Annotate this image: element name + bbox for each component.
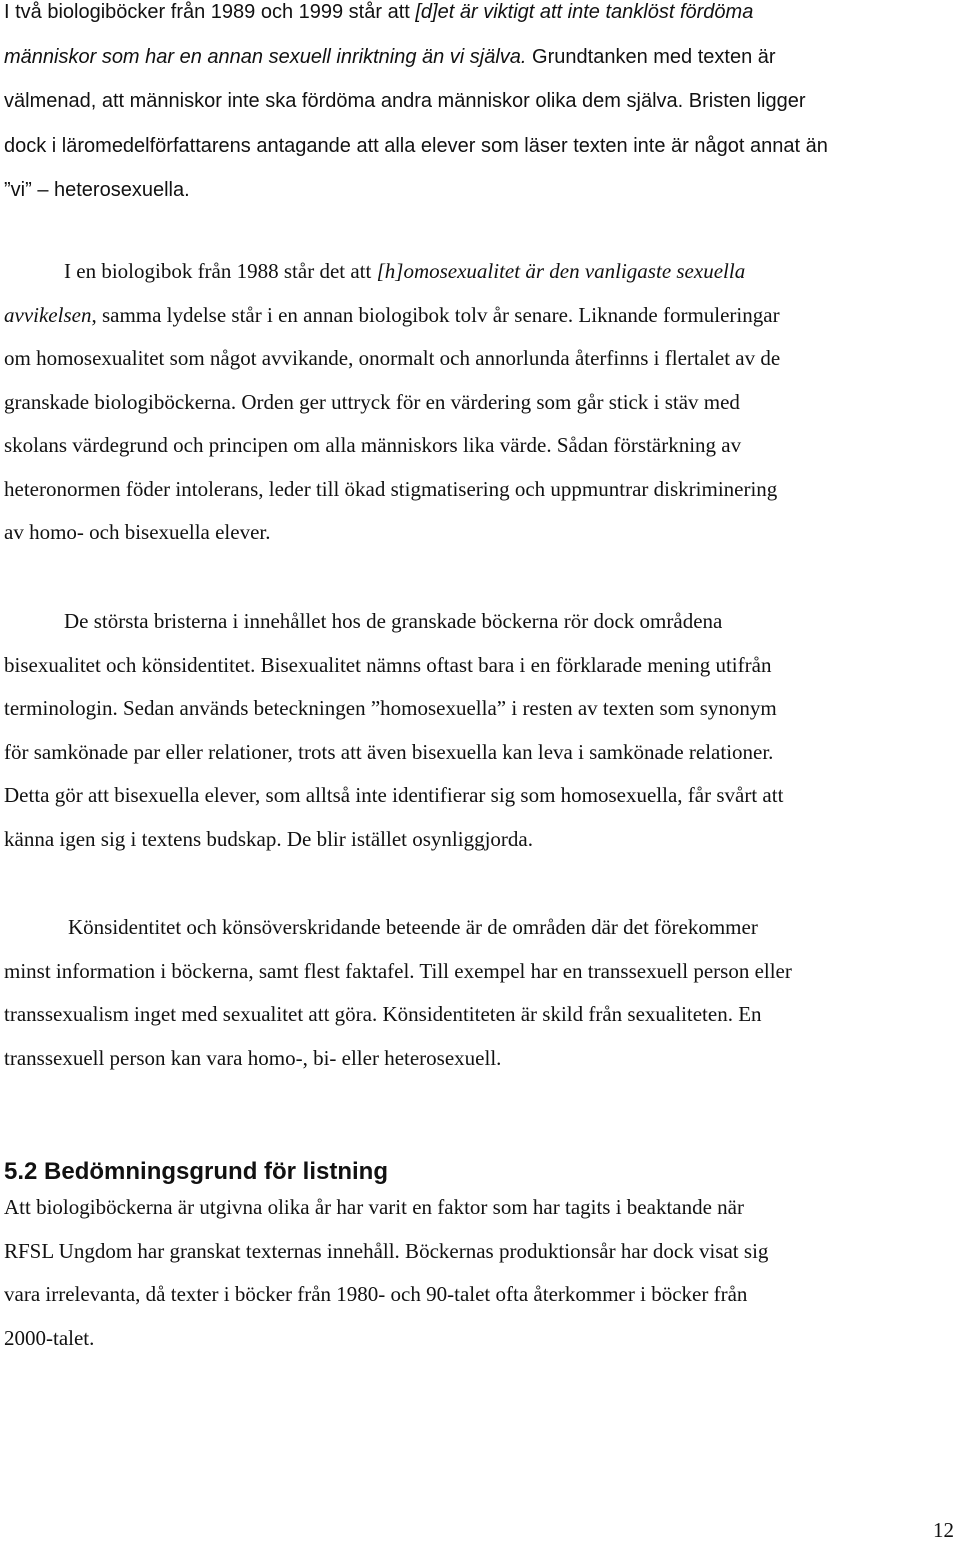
text-run: [h]omosexualitet är den vanligaste sexuella	[376, 259, 746, 283]
text-run: 2000-talet.	[4, 1325, 95, 1350]
text-run: ”vi” – heterosexuella.	[4, 179, 190, 201]
text-line	[4, 424, 954, 468]
text-line	[4, 1186, 954, 1230]
paragraph-gender-identity-information	[4, 906, 954, 1080]
text-run: Att biologiböckerna är utgivna olika år har varit en faktor som har tagits i beaktande när	[4, 1195, 744, 1219]
text-run: I en biologibok från 1988 står det att	[64, 259, 377, 283]
text-line	[4, 250, 954, 294]
text-line	[4, 993, 954, 1037]
text-line	[4, 468, 954, 512]
text-line	[4, 731, 954, 775]
text-line	[4, 79, 954, 124]
text-run: vara irrelevanta, då texter i böcker från 1980- och 90-talet ofta återkommer i böcker från	[4, 1282, 748, 1306]
text-line	[4, 1273, 954, 1317]
text-run: människor som har en annan sexuell inriktning än vi själva.	[4, 45, 527, 68]
text-line	[4, 35, 954, 80]
text-line	[4, 1317, 954, 1361]
section-heading: 5.2 Bedömningsgrund för listning	[4, 1158, 388, 1185]
text-run: , samma lydelse står i en annan biologibok tolv år senare. Liknande formuleringar	[91, 302, 780, 327]
text-run: för samkönade par eller relationer, trots att även bisexuella kan leva i samkönade relationer.	[4, 739, 774, 764]
text-run: transsexualism inget med sexualitet att göra. Könsidentiteten är skild från sexualiteten. En	[4, 1002, 762, 1026]
text-line	[4, 0, 954, 35]
text-run: [d]et är viktigt att inte tanklöst fördöma	[415, 1, 754, 23]
text-line	[4, 774, 954, 818]
text-run: Grundtanken med texten är	[526, 45, 776, 68]
text-run: dock i läromedelförfattarens antagande att alla elever som läser texten inte är något annat än	[4, 134, 828, 157]
text-run: avvikelsen	[4, 302, 92, 327]
text-run: känna igen sig i textens budskap. De blir istället osynliggjorda.	[4, 826, 533, 851]
paragraph-biology-books-1989-1999	[4, 0, 954, 213]
text-run: terminologin. Sedan används beteckningen ”homosexuella” i resten av texten som synonym	[4, 696, 777, 720]
text-line	[4, 511, 954, 555]
paragraph-assessment-basis	[4, 1186, 954, 1360]
text-line	[4, 600, 954, 644]
text-run: granskade biologiböckerna. Orden ger uttryck för en värdering som går stick i stäv med	[4, 389, 740, 414]
text-line	[4, 381, 954, 425]
text-run: De största bristerna i innehållet hos de granskade böckerna rör dock områdena	[64, 609, 723, 633]
text-run: Könsidentitet och könsöverskridande beteende är de områden där det förekommer	[68, 915, 758, 939]
text-run: minst information i böckerna, samt flest faktafel. Till exempel har en transsexuell person eller	[4, 958, 792, 983]
paragraph-bisexuality-gender-identity	[4, 600, 954, 861]
text-run: bisexualitet och könsidentitet. Bisexualitet nämns oftast bara i en förklarade mening utifrån	[4, 652, 772, 677]
text-run: transsexuell person kan vara homo-, bi- eller heterosexuell.	[4, 1045, 502, 1070]
paragraph-homosexuality-deviation	[4, 250, 954, 555]
text-line	[4, 687, 954, 731]
page-number: 12	[933, 1518, 954, 1542]
text-run: om homosexualitet som något avvikande, onormalt och annorlunda återfinns i flertalet av de	[4, 346, 781, 370]
text-line	[4, 168, 954, 213]
text-run: av homo- och bisexuella elever.	[4, 520, 271, 544]
text-line	[4, 124, 954, 169]
text-run: RFSL Ungdom har granskat texternas innehåll. Böckernas produktionsår har dock visat sig	[4, 1238, 769, 1263]
text-run: Detta gör att bisexuella elever, som alltså inte identifierar sig som homosexuella, får svårt att	[4, 783, 784, 807]
text-line	[4, 906, 954, 950]
text-run: heteronormen föder intolerans, leder till ökad stigmatisering och uppmuntrar diskriminering	[4, 476, 778, 501]
text-line	[4, 1037, 954, 1081]
text-line	[4, 1230, 954, 1274]
text-run: skolans värdegrund och principen om alla människors lika värde. Sådan förstärkning av	[4, 433, 742, 457]
text-line	[4, 294, 954, 338]
text-line	[4, 818, 954, 862]
text-line	[4, 644, 954, 688]
text-run: I två biologiböcker från 1989 och 1999 står att	[4, 1, 416, 23]
text-line	[4, 337, 954, 381]
text-line	[4, 950, 954, 994]
text-run: välmenad, att människor inte ska fördöma andra människor olika dem själva. Bristen ligger	[4, 90, 806, 112]
